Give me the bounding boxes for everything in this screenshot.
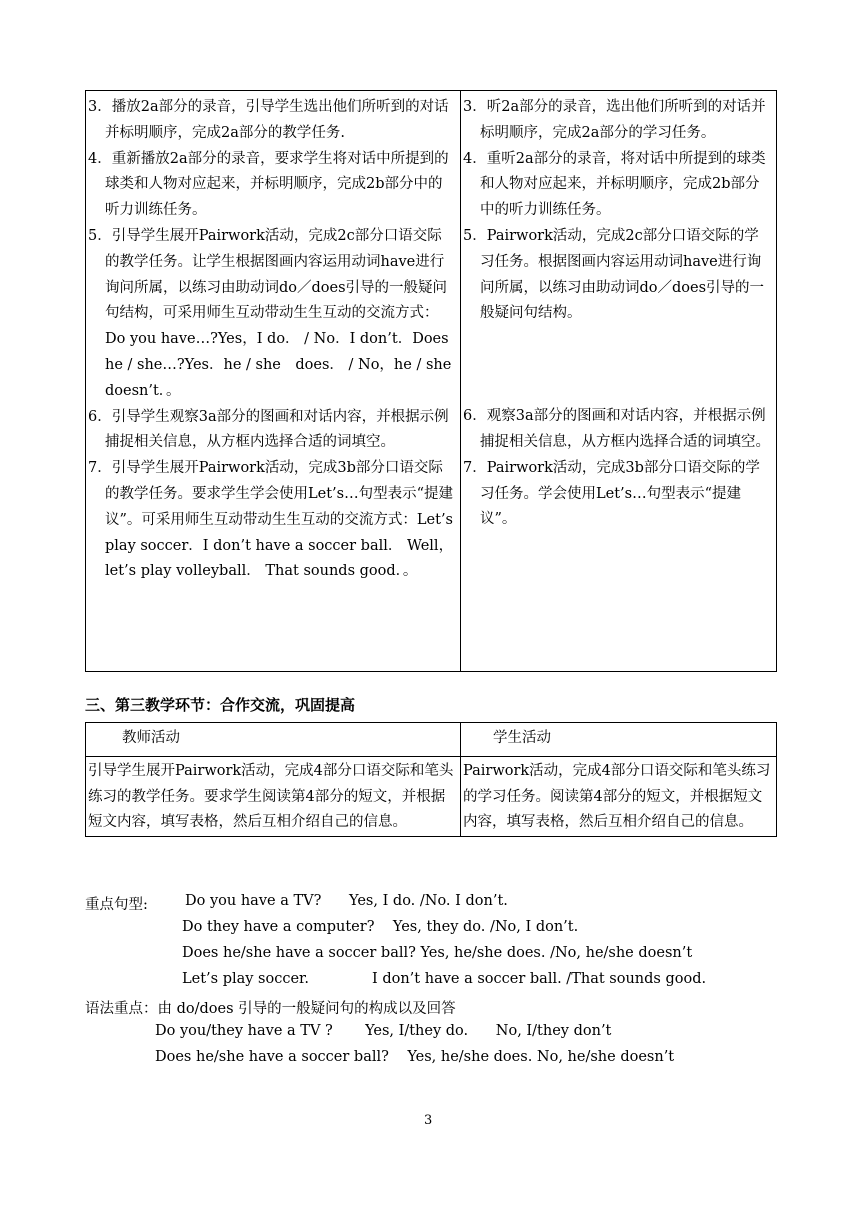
grammar-sentence-2: Does he/she have a soccer ball? Yes, he/she does. No, he/she doesn’t — [155, 1049, 675, 1065]
grammar-label: 语法重点：由 do/does 引导的一般疑问句的构成以及回答 — [85, 1001, 456, 1017]
teacher-item-3: 3．播放2a部分的录音，引导学生选出他们所听到的对话并标明顺序，完成2a部分的教学任务. — [88, 99, 449, 141]
student-item-5: 5．Pairwork活动，完成2c部分口语交际的学习任务。根据图画内容运用动词have进行询问所属，以练习由助动词do／does引导的一般疑问句结构。 — [463, 227, 765, 322]
key-sentence-4a: Let’s play soccer. — [182, 971, 310, 987]
student-item-4: 4．重听2a部分的录音，将对话中所提到的球类和人物对应起来，并标明顺序，完成2b部分中的听力训练任务。 — [463, 150, 766, 219]
student-activities-cell — [461, 91, 777, 672]
key-sentence-4b: I don’t have a soccer ball. /That sounds good. — [372, 971, 707, 987]
key-sentence-2: Do they have a computer? Yes, they do. /No, I don’t. — [182, 919, 579, 935]
key-sentences-label: 重点句型: — [85, 897, 148, 913]
student-item-3: 3．听2a部分的录音，选出他们所听到的对话并标明顺序，完成2a部分的学习任务。 — [463, 99, 766, 141]
student-item-7: 7．Pairwork活动，完成3b部分口语交际的学习任务。学会使用Let’s…句型表示“提建议”。 — [463, 459, 760, 528]
teacher-item-7: 7．引导学生展开Pairwork活动，完成3b部分口语交际的教学任务。要求学生学会使用Let’s…句型表示“提建议”。可采用师生互动带动生生互动的交流方式：Let’s play soccer．I don’t have a soccer ball． Well，let’s play volleyball． That sounds good．。 — [88, 460, 454, 580]
teacher-item-5-dialog: Do you have…?Yes，I do． / No．I don’t．Does he / she…?Yes．he / she does． / No，he / she doesn’t．。 — [105, 331, 452, 399]
activity-table-section3 — [85, 722, 777, 837]
student-activity-header: 学生活动 — [461, 723, 777, 757]
student-activity-body: Pairwork活动，完成4部分口语交际和笔头练习的学习任务。阅读第4部分的短文，并根据短文内容，填写表格，然后互相介绍自己的信息。 — [461, 757, 777, 837]
teacher-item-5: 5．引导学生展开Pairwork活动，完成2c部分口语交际的教学任务。让学生根据图画内容运用动词have进行询问所属，以练习由助动词do／does引导的一般疑问句结构，可采用师生互动带动生生互动的交流方式： — [88, 227, 448, 322]
teacher-activity-header: 教师活动 — [86, 723, 461, 757]
page-number: 3 — [424, 1113, 433, 1128]
section-title: 三、第三教学环节：合作交流，巩固提高 — [85, 696, 356, 714]
key-sentence-3: Does he/she have a soccer ball? Yes, he/she does. /No, he/she doesn’t — [182, 945, 693, 961]
teacher-item-6: 6．引导学生观察3a部分的图画和对话内容，并根据示例捕捉相关信息，从方框内选择合适的词填空。 — [88, 408, 449, 451]
student-item-6: 6．观察3a部分的图画和对话内容，并根据示例捕捉相关信息，从方框内选择合适的词填空。 — [463, 408, 770, 450]
teacher-item-4: 4．重新播放2a部分的录音，要求学生将对话中所提到的球类和人物对应起来，并标明顺序，完成2b部分中的听力训练任务。 — [88, 150, 449, 219]
activity-table-continued — [85, 90, 777, 672]
key-sentence-1: Do you have a TV? Yes, I do. /No. I don’t. — [185, 893, 508, 909]
teacher-activities-cell — [86, 91, 461, 672]
grammar-sentence-1: Do you/they have a TV ? Yes, I/they do. No, I/they don’t — [155, 1023, 612, 1039]
teacher-activity-body: 引导学生展开Pairwork活动，完成4部分口语交际和笔头练习的教学任务。要求学生阅读第4部分的短文，并根据短文内容，填写表格，然后互相介绍自己的信息。 — [86, 757, 461, 837]
